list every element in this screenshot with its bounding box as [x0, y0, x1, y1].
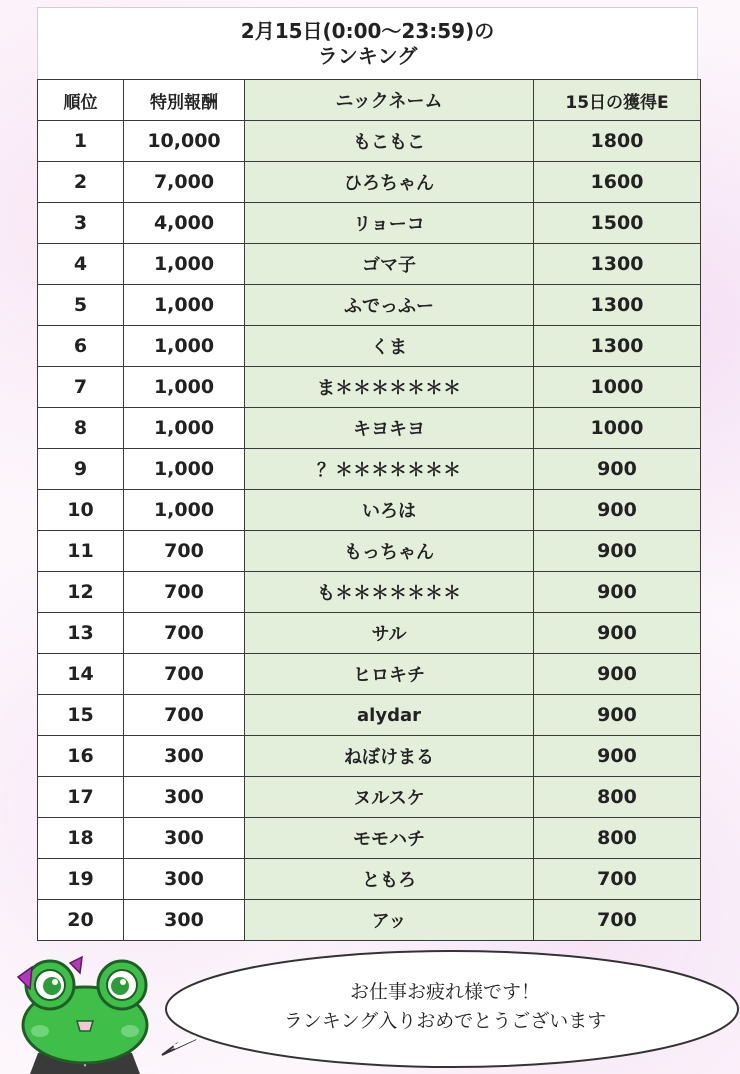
table-row — [38, 531, 701, 572]
cell-earned: 900 — [534, 449, 701, 490]
frog-mascot-icon — [10, 955, 160, 1074]
ranking-table — [37, 79, 701, 941]
table-row — [38, 572, 701, 613]
cell-rank: 20 — [38, 900, 124, 941]
cell-reward: 10,000 — [124, 121, 245, 162]
ranking-title-line1: 2月15日(0:00〜23:59)の — [240, 19, 495, 43]
cell-rank: 5 — [38, 285, 124, 326]
cell-reward: 700 — [124, 654, 245, 695]
table-row — [38, 777, 701, 818]
cell-rank: 14 — [38, 654, 124, 695]
cell-nickname: くま — [245, 326, 534, 367]
cell-nickname: ひろちゃん — [245, 162, 534, 203]
cell-rank: 11 — [38, 531, 124, 572]
cell-earned: 800 — [534, 818, 701, 859]
cell-nickname: いろは — [245, 490, 534, 531]
cell-nickname: もこもこ — [245, 121, 534, 162]
cell-earned: 900 — [534, 572, 701, 613]
table-row — [38, 859, 701, 900]
cell-reward: 300 — [124, 900, 245, 941]
cell-reward: 1,000 — [124, 285, 245, 326]
cell-rank: 15 — [38, 695, 124, 736]
cell-rank: 16 — [38, 736, 124, 777]
table-row — [38, 900, 701, 941]
cell-rank: 10 — [38, 490, 124, 531]
table-row — [38, 818, 701, 859]
cell-rank: 13 — [38, 613, 124, 654]
cell-earned: 1000 — [534, 367, 701, 408]
header-nickname: ニックネーム — [245, 80, 534, 121]
cell-nickname: alydar — [245, 695, 534, 736]
cell-earned: 1300 — [534, 285, 701, 326]
bubble-line2: ランキング入りおめでとうございます — [283, 1010, 607, 1032]
table-header-row — [38, 80, 701, 121]
cell-reward: 4,000 — [124, 203, 245, 244]
table-row — [38, 736, 701, 777]
cell-earned: 900 — [534, 613, 701, 654]
cell-reward: 700 — [124, 695, 245, 736]
table-row — [38, 244, 701, 285]
cell-rank: 3 — [38, 203, 124, 244]
cell-nickname: ま＊＊＊＊＊＊＊ — [245, 367, 534, 408]
cell-rank: 4 — [38, 244, 124, 285]
cell-nickname: キヨキヨ — [245, 408, 534, 449]
cell-reward: 300 — [124, 736, 245, 777]
table-row — [38, 367, 701, 408]
cell-reward: 1,000 — [124, 326, 245, 367]
table-row — [38, 162, 701, 203]
ranking-title-line2: ランキング — [317, 44, 418, 68]
cell-earned: 1600 — [534, 162, 701, 203]
table-row — [38, 326, 701, 367]
cell-reward: 300 — [124, 818, 245, 859]
cell-earned: 900 — [534, 736, 701, 777]
ranking-board — [37, 7, 698, 941]
bubble-line1: お仕事お疲れ様です！ — [349, 981, 540, 1003]
cell-reward: 1,000 — [124, 408, 245, 449]
cell-nickname: もっちゃん — [245, 531, 534, 572]
cell-earned: 900 — [534, 695, 701, 736]
cell-nickname: ゴマ子 — [245, 244, 534, 285]
cell-earned: 1300 — [534, 326, 701, 367]
cell-nickname: ふでっふー — [245, 285, 534, 326]
cell-reward: 300 — [124, 777, 245, 818]
cell-rank: 6 — [38, 326, 124, 367]
cell-earned: 1500 — [534, 203, 701, 244]
cell-earned: 800 — [534, 777, 701, 818]
cell-rank: 2 — [38, 162, 124, 203]
cell-reward: 1,000 — [124, 367, 245, 408]
cell-nickname: ？＊＊＊＊＊＊＊ — [245, 449, 534, 490]
ranking-title — [37, 7, 698, 79]
cell-earned: 900 — [534, 531, 701, 572]
header-earned: 15日の獲得E — [534, 80, 701, 121]
cell-nickname: リョーコ — [245, 203, 534, 244]
cell-nickname: サル — [245, 613, 534, 654]
cell-reward: 300 — [124, 859, 245, 900]
cell-earned: 1800 — [534, 121, 701, 162]
cell-rank: 9 — [38, 449, 124, 490]
cell-reward: 700 — [124, 613, 245, 654]
cell-rank: 8 — [38, 408, 124, 449]
cell-reward: 1,000 — [124, 244, 245, 285]
cell-nickname: ヒロキチ — [245, 654, 534, 695]
table-row — [38, 490, 701, 531]
cell-rank: 19 — [38, 859, 124, 900]
table-row — [38, 613, 701, 654]
table-row — [38, 449, 701, 490]
cell-rank: 12 — [38, 572, 124, 613]
cell-rank: 1 — [38, 121, 124, 162]
cell-nickname: アッ — [245, 900, 534, 941]
header-rank: 順位 — [38, 80, 124, 121]
cell-reward: 700 — [124, 572, 245, 613]
cell-earned: 1000 — [534, 408, 701, 449]
table-row — [38, 121, 701, 162]
cell-reward: 1,000 — [124, 449, 245, 490]
cell-earned: 700 — [534, 859, 701, 900]
cell-reward: 700 — [124, 531, 245, 572]
table-row — [38, 654, 701, 695]
cell-reward: 7,000 — [124, 162, 245, 203]
cell-nickname: ともろ — [245, 859, 534, 900]
table-row — [38, 203, 701, 244]
cell-rank: 7 — [38, 367, 124, 408]
cell-earned: 900 — [534, 654, 701, 695]
cell-earned: 700 — [534, 900, 701, 941]
cell-nickname: ねぼけまる — [245, 736, 534, 777]
cell-nickname: も＊＊＊＊＊＊＊ — [245, 572, 534, 613]
table-row — [38, 695, 701, 736]
cell-nickname: ヌルスケ — [245, 777, 534, 818]
cell-earned: 900 — [534, 490, 701, 531]
cell-rank: 18 — [38, 818, 124, 859]
cell-earned: 1300 — [534, 244, 701, 285]
table-row — [38, 408, 701, 449]
cell-nickname: モモハチ — [245, 818, 534, 859]
cell-reward: 1,000 — [124, 490, 245, 531]
header-reward: 特別報酬 — [124, 80, 245, 121]
speech-bubble-text — [205, 978, 685, 1036]
table-row — [38, 285, 701, 326]
cell-rank: 17 — [38, 777, 124, 818]
